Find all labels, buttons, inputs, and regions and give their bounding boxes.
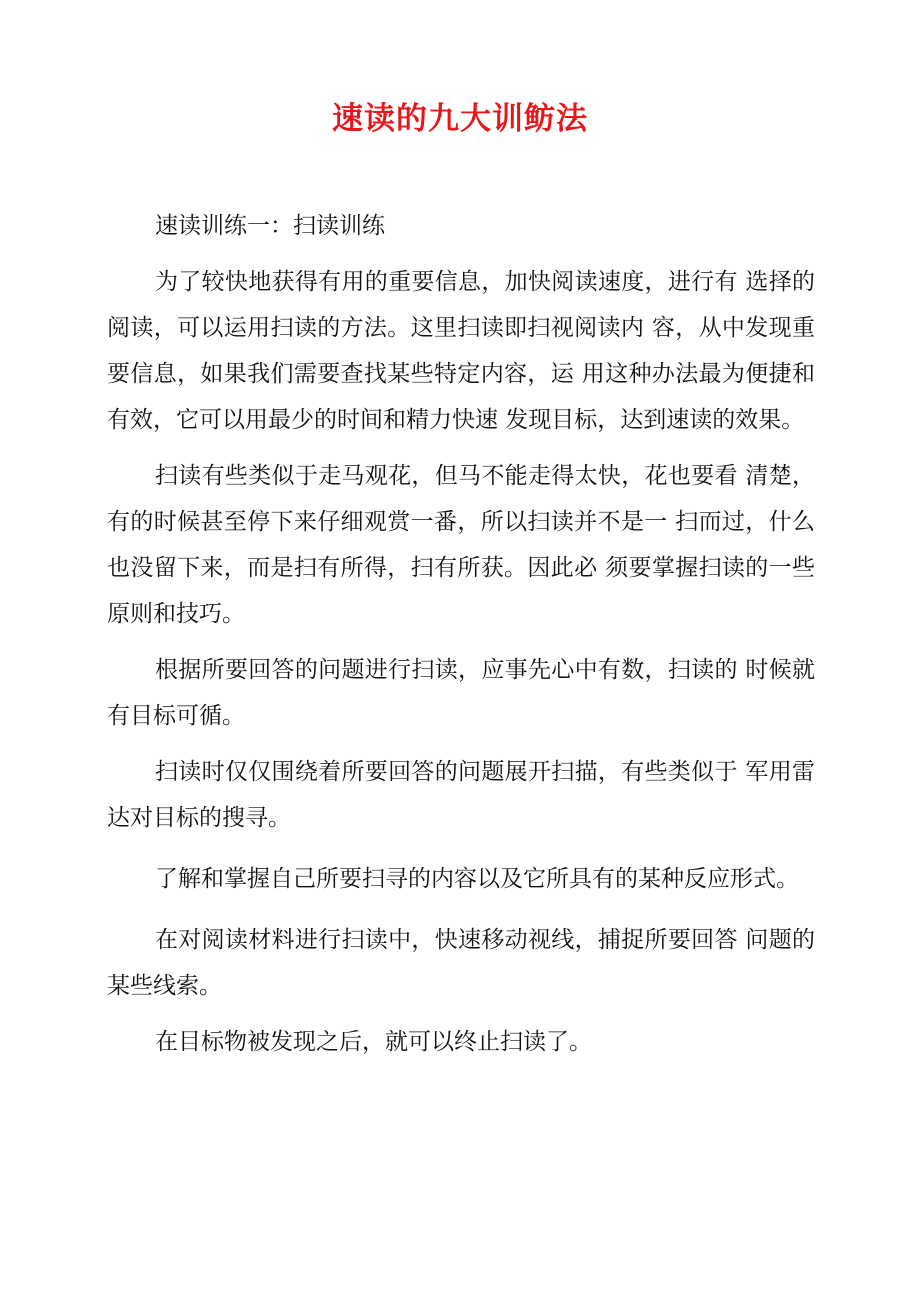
paragraph: 扫读有些类似于走马观花，但马不能走得太快，花也要看 清楚，有的时候甚至停下来仔细观赏一番，所以扫读并不是一 扫而过，什么也没留下来，而是扫有所得，扫有所获。因此必 须要掌握扫读的一些原则和技巧。 <box>107 463 815 627</box>
paragraph: 扫读时仅仅围绕着所要回答的问题展开扫描，有些类似于 军用雷达对目标的搜寻。 <box>107 759 815 831</box>
paragraph: 了解和掌握自己所要扫寻的内容以及它所具有的某种反应形式。 <box>155 866 799 892</box>
section-heading: 速读训练一：扫读训练 <box>155 213 385 239</box>
paragraph: 根据所要回答的问题进行扫读，应事先心中有数，扫读的 时候就有目标可循。 <box>107 657 815 729</box>
paragraph: 在对阅读材料进行扫读中，快速移动视线，捕捉所要回答 问题的某些线索。 <box>107 927 815 999</box>
document-title: 速读的九大训鲂法 <box>332 101 588 137</box>
paragraph: 为了较快地获得有用的重要信息，加快阅读速度，进行有 选择的阅读，可以运用扫读的方法。这里扫读即扫视阅读内 容，从中发现重要信息，如果我们需要查找某些特定内容，运 用这种办法最为便捷和有效，它可以用最少的时间和精力快速 发现目标，达到速读的效果。 <box>107 269 815 433</box>
document-body <box>107 203 815 1065</box>
paragraph: 在目标物被发现之后，就可以终止扫读了。 <box>155 1029 592 1055</box>
